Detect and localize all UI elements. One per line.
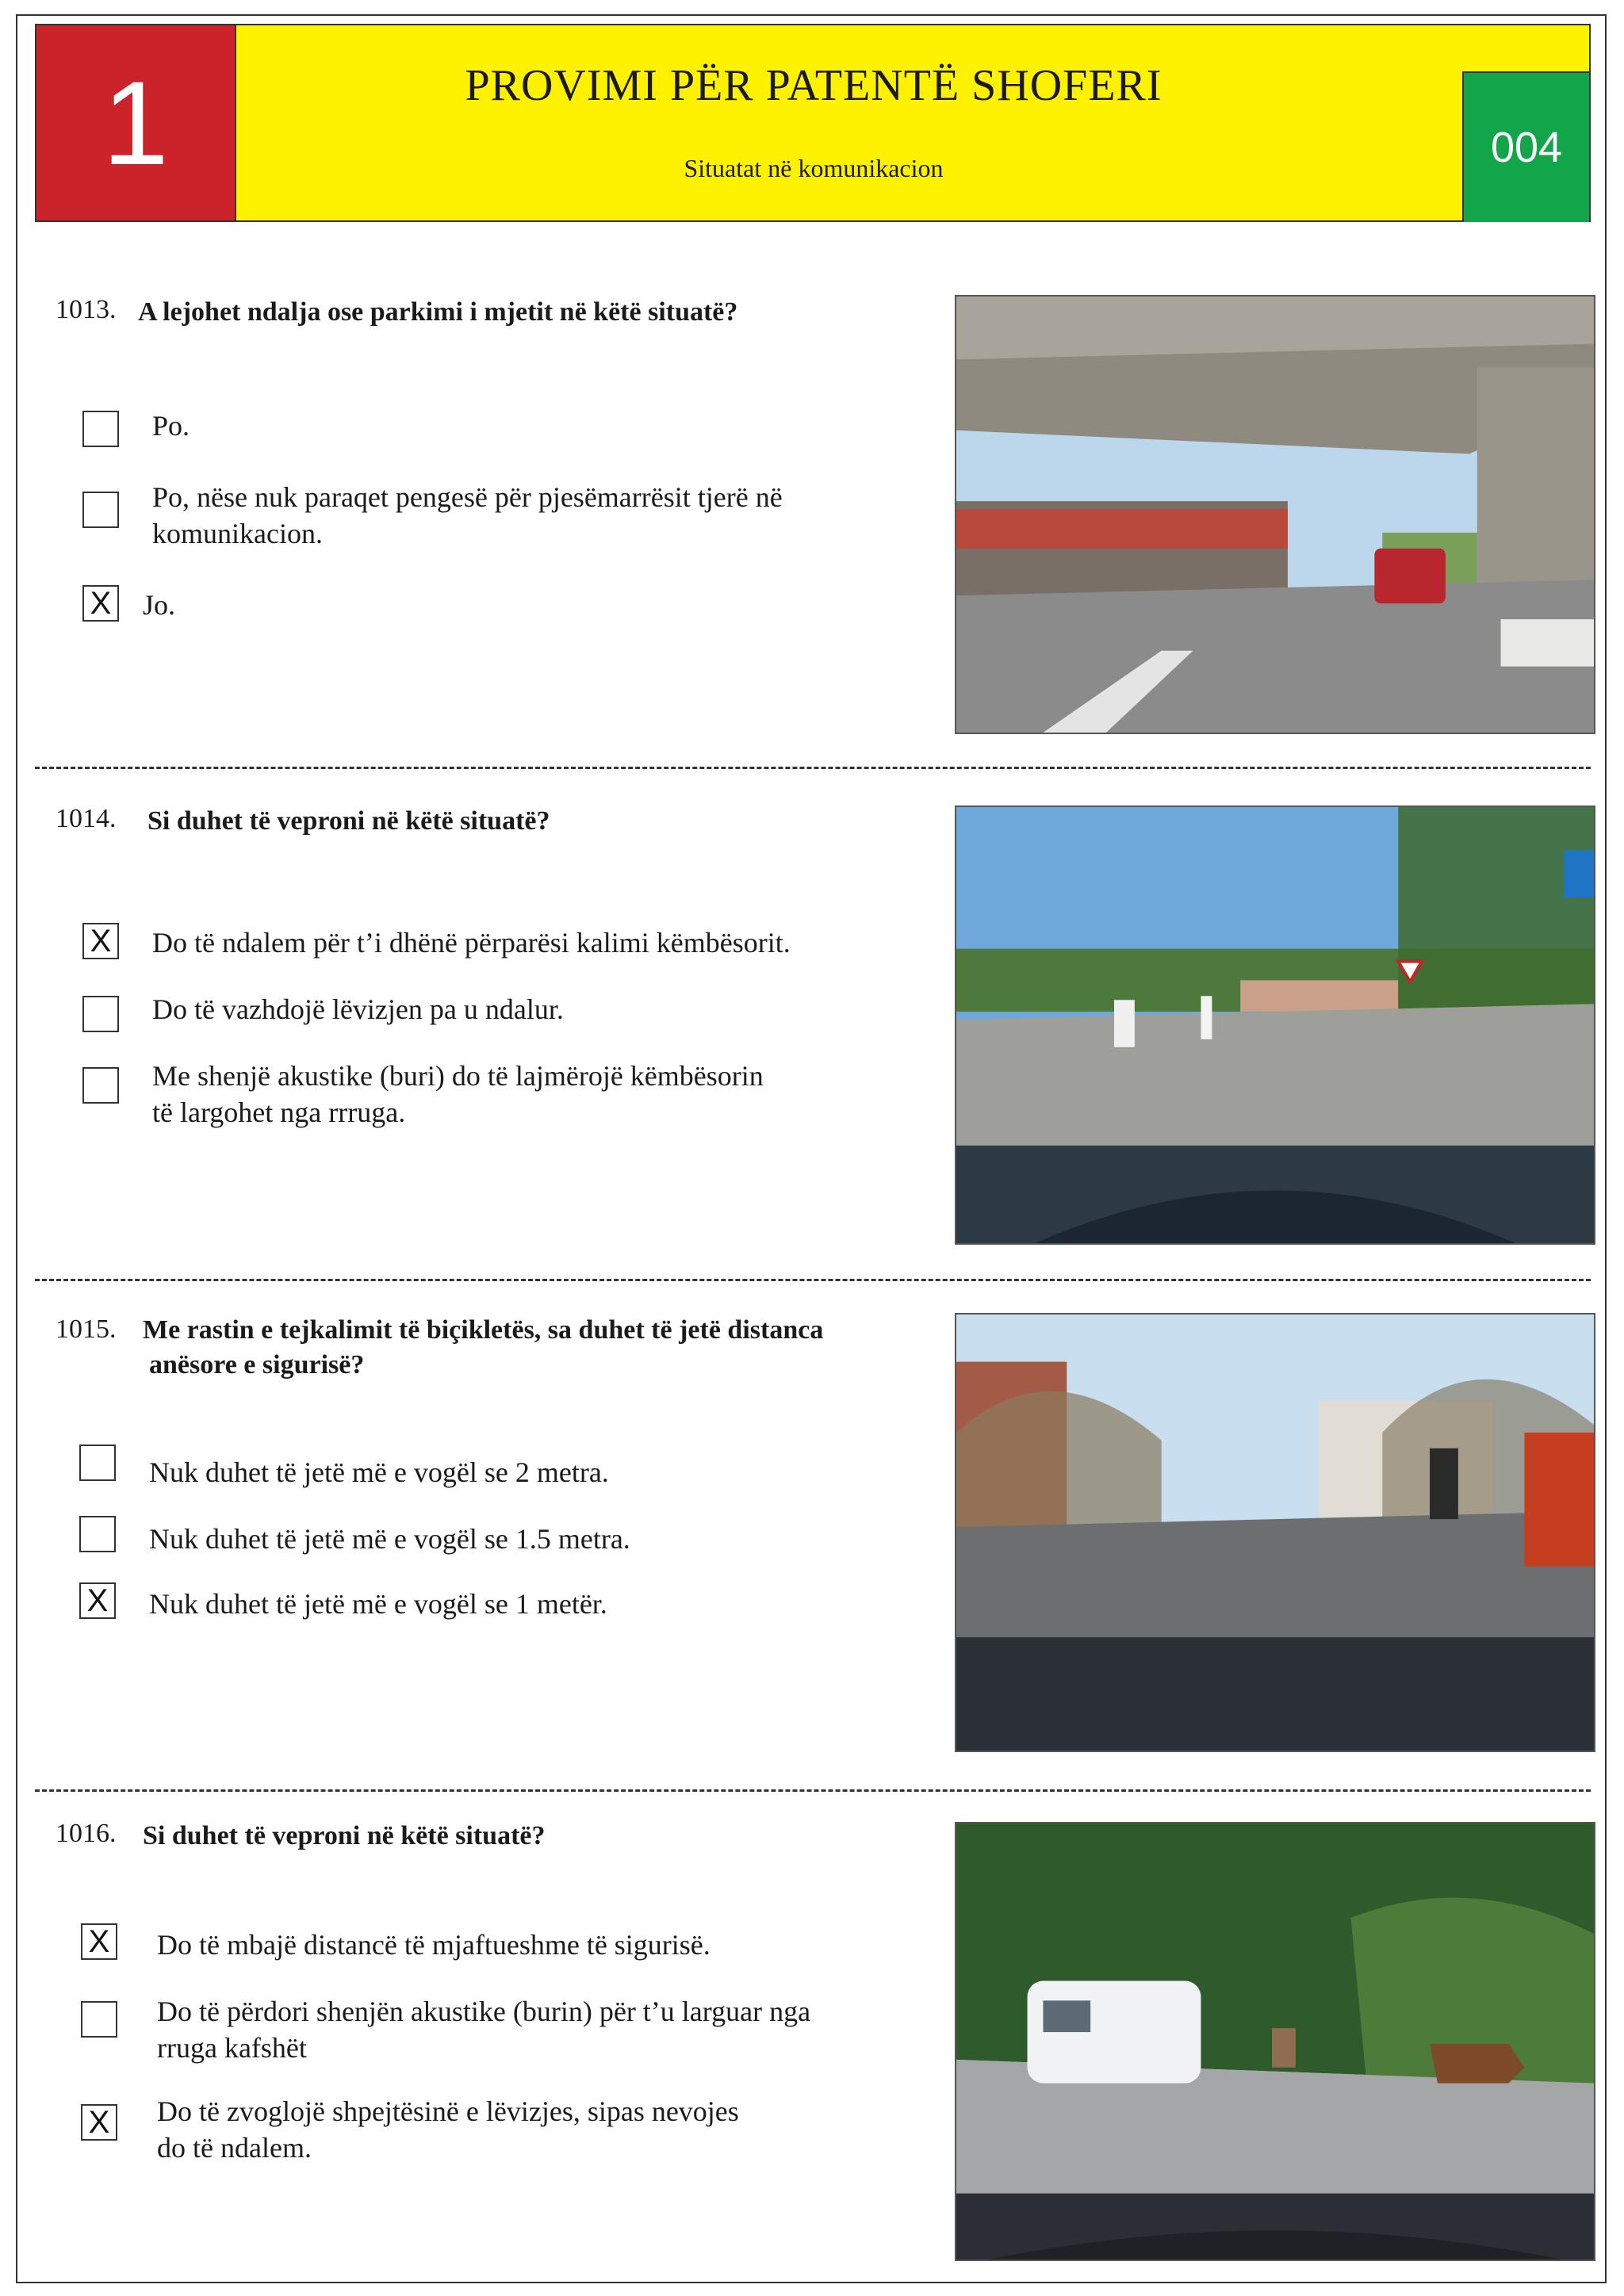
answer-checkbox[interactable] bbox=[82, 492, 119, 528]
exam-title: PROVIMI PËR PATENTË SHOFERI bbox=[465, 61, 1162, 110]
answer-option bbox=[157, 1993, 810, 2066]
answer-checkbox[interactable]: X bbox=[81, 1923, 117, 1960]
photo-cyclist bbox=[955, 1313, 1595, 1752]
option-line: Po, nëse nuk paraqet pengesë për pjesëmarrësit tjerë në bbox=[152, 481, 783, 513]
option-line: Nuk duhet të jetë më e vogël se 1 metër. bbox=[149, 1588, 607, 1620]
option-line: Do të mbajë distancë të mjaftueshme të sigurisë. bbox=[157, 1929, 710, 1961]
option-line: Do të vazhdojë lëvizjen pa u ndalur. bbox=[152, 993, 564, 1025]
answer-checkbox[interactable]: X bbox=[82, 923, 119, 959]
question-number: 1015. bbox=[56, 1314, 117, 1344]
exam-subtitle: Situatat në komunikacion bbox=[684, 154, 944, 182]
answer-option bbox=[157, 2093, 739, 2166]
answer-checkbox[interactable]: X bbox=[81, 2104, 117, 2141]
photo-underpass bbox=[955, 295, 1595, 734]
question-text: Si duhet të veproni në këtë situatë? bbox=[147, 806, 550, 836]
exam-header bbox=[35, 24, 1591, 222]
question-text bbox=[143, 1313, 823, 1383]
section-separator bbox=[35, 1279, 1591, 1281]
section-separator bbox=[35, 767, 1591, 769]
answer-checkbox[interactable] bbox=[82, 411, 119, 447]
option-line: Nuk duhet të jetë më e vogël se 2 metra. bbox=[149, 1456, 609, 1488]
question-text: Si duhet të veproni në këtë situatë? bbox=[143, 1821, 546, 1850]
answer-option bbox=[149, 1521, 630, 1557]
option-line: Do të përdori shenjën akustike (burin) për t’u larguar nga bbox=[157, 1996, 811, 2027]
question-text: A lejohet ndalja ose parkimi i mjetit në këtë situatë? bbox=[138, 297, 738, 327]
answer-option bbox=[152, 408, 190, 444]
answer-checkbox[interactable] bbox=[82, 1067, 119, 1104]
answer-option bbox=[157, 1927, 710, 1963]
section-separator bbox=[35, 1789, 1591, 1792]
answer-checkbox[interactable] bbox=[81, 2001, 117, 2038]
option-line: do të ndalem. bbox=[157, 2132, 312, 2164]
page-code: 004 bbox=[1462, 71, 1589, 222]
option-line: Do të ndalem për t’i dhënë përparësi kalimi këmbësorit. bbox=[152, 927, 791, 959]
question-text-line: Me rastin e tejkalimit të biçikletës, sa duhet të jetë distanca bbox=[143, 1315, 824, 1345]
answer-option bbox=[152, 991, 564, 1027]
option-line: të largohet nga rrruga. bbox=[152, 1096, 406, 1128]
question-number: 1013. bbox=[56, 295, 117, 324]
option-line: Me shenjë akustike (buri) do të lajmërojë këmbësorin bbox=[152, 1060, 764, 1092]
question-number: 1016. bbox=[56, 1819, 117, 1848]
answer-option bbox=[143, 587, 175, 623]
answer-option bbox=[152, 924, 791, 961]
section-number: 1 bbox=[36, 25, 236, 220]
answer-option bbox=[149, 1586, 607, 1622]
question-number: 1014. bbox=[56, 804, 117, 833]
answer-checkbox[interactable]: X bbox=[79, 1582, 116, 1619]
option-line: Do të zvoglojë shpejtësinë e lëvizjes, sipas nevojes bbox=[157, 2095, 739, 2127]
answer-option bbox=[152, 1058, 764, 1131]
option-line: Jo. bbox=[143, 589, 176, 621]
answer-checkbox[interactable] bbox=[82, 996, 119, 1032]
option-line: komunikacion. bbox=[152, 518, 323, 549]
answer-option bbox=[152, 479, 783, 552]
answer-checkbox[interactable] bbox=[79, 1516, 116, 1552]
photo-horses-on-road bbox=[955, 1822, 1595, 2261]
answer-checkbox[interactable] bbox=[79, 1445, 116, 1481]
option-line: rruga kafshët bbox=[157, 2032, 307, 2064]
option-line: Nuk duhet të jetë më e vogël se 1.5 metra. bbox=[149, 1523, 630, 1555]
answer-checkbox[interactable]: X bbox=[82, 585, 119, 622]
photo-pedestrian-crossing bbox=[955, 806, 1595, 1245]
answer-option bbox=[149, 1454, 609, 1490]
option-line: Po. bbox=[152, 410, 190, 442]
question-text-line: anësore e sigurisë? bbox=[149, 1350, 365, 1380]
